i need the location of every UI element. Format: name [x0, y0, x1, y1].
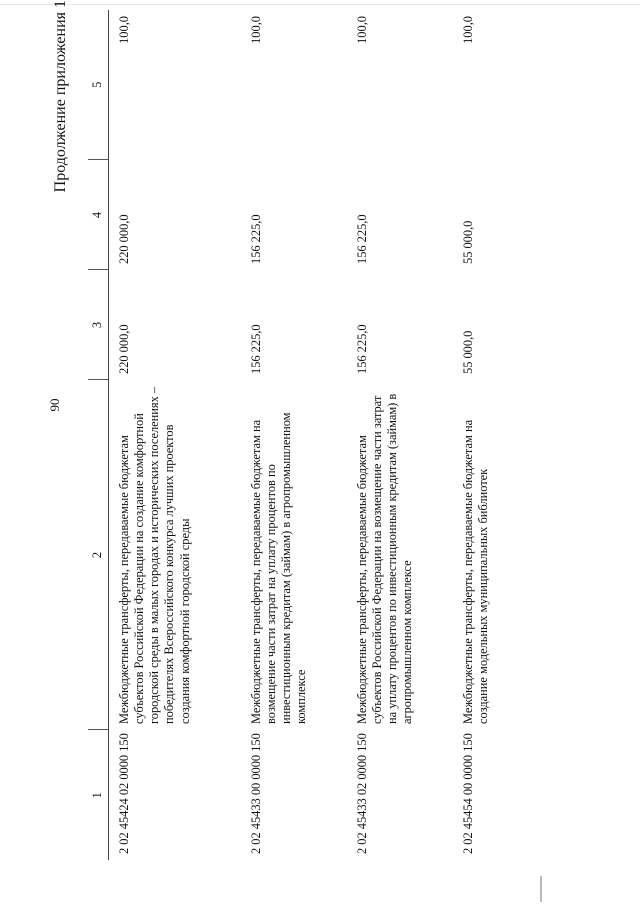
table-row [347, 10, 453, 860]
row-description: Межбюджетные трансферты, передаваемые бюджетам субъектов Российской Федерации на возмещение части затрат на уплату процентов по инвестиционным кредитам (займам) в агропромышленном комплексе [355, 393, 415, 724]
row-code: 2 02 45424 02 0000 150 [117, 733, 131, 854]
row-col5: 100,0 [461, 16, 475, 44]
row-code: 2 02 45454 00 0000 150 [461, 733, 475, 854]
rotated-content [46, 0, 606, 860]
header-col-2: 2 [88, 380, 109, 730]
row-col5: 100,0 [249, 16, 263, 44]
row-description: Межбюджетные трансферты, передаваемые бюджетам на создание модельных муниципальных библиотек [461, 419, 491, 724]
table-row [109, 10, 242, 860]
row-description: Межбюджетные трансферты, передаваемые бюджетам на возмещение части затрат на уплату процентов по инвестиционным кредитам (займам) в агропромышленном комплексе [249, 412, 309, 724]
page-number: 90 [47, 398, 62, 412]
row-col5: 100,0 [355, 16, 369, 44]
table-row [453, 10, 541, 860]
row-col4: 156 225,0 [355, 214, 369, 264]
row-col4: 55 000,0 [461, 220, 475, 264]
table-header-row [88, 10, 109, 860]
continuation-caption: Продолжение приложения 1 [52, 0, 69, 193]
header-col-4: 4 [88, 160, 109, 270]
row-col3: 156 225,0 [249, 324, 263, 374]
row-code: 2 02 45433 00 0000 150 [249, 733, 263, 854]
header-col-5: 5 [88, 10, 109, 160]
row-col3: 156 225,0 [355, 324, 369, 374]
row-col3: 55 000,0 [461, 330, 475, 374]
row-description: Межбюджетные трансферты, передаваемые бюджетам субъектов Российской Федерации на создание комфортной городской среды в малых городах и исторических поселениях – победителях Всероссийского конкурса лучших проектов создания комфортной городской среды [117, 386, 192, 724]
row-col3: 220 000,0 [117, 324, 131, 374]
table-row [241, 10, 347, 860]
scan-mark [540, 876, 542, 902]
row-code: 2 02 45433 02 0000 150 [355, 733, 369, 854]
row-col4: 156 225,0 [249, 214, 263, 264]
row-col4: 220 000,0 [117, 214, 131, 264]
row-col5: 100,0 [117, 16, 131, 44]
budget-table [88, 10, 541, 860]
header-col-3: 3 [88, 270, 109, 380]
header-col-1: 1 [88, 730, 109, 860]
